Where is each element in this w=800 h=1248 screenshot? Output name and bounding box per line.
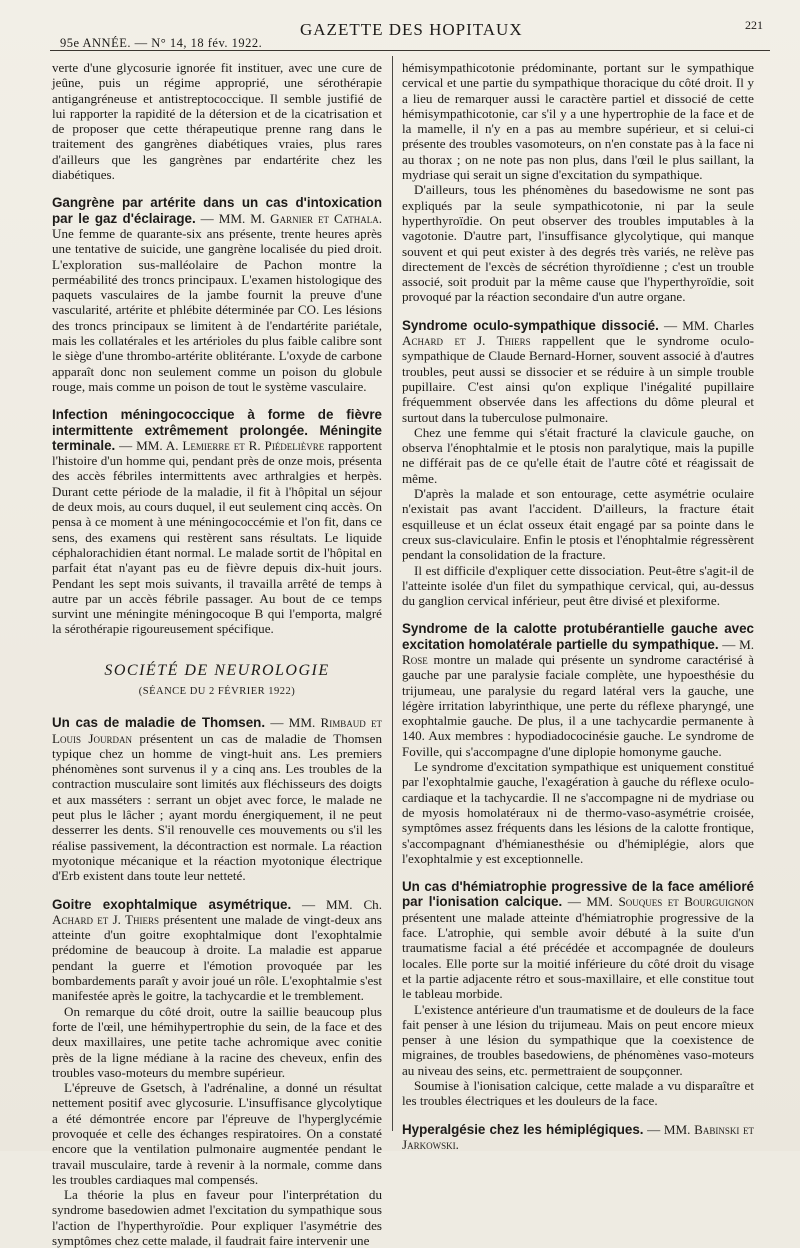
society-title: SOCIÉTÉ DE NEUROLOGIE [104,661,330,679]
article-text: présentent une malade atteinte d'hémiatrophie progressive de la face. L'atrophie, qui semble avoir débuté à la suite d'un traumatisme facial a été précédée et accompagnée de douleurs locales. Elle porte sur la moitié inférieure du côté droit du visage et la partie adjacente rétro et sous-maxillaire, et elle constitue tout le tableau morbide. [402,909,754,1002]
article-text: présentent une malade de vingt-deux ans atteinte d'un goitre exophtalmique dont l'exophtalmie prédomine de beaucoup à droite. La maladie est apparue pendant la guerre et l'émotion provoquée par les bombardements paraît y avoir joué un rôle. L'exophtalmie s'est manifestée après le goitre, la tachycardie et le tremblement. [52,911,382,1004]
article-title: Hyperalgésie chez les hémiplégiques. [402,1121,644,1137]
continued-paragraph: hémisympathicotonie prédominante, portant sur le sympathique cervical et une partie du sympathique thoracique du côté droit. Il y a lieu de remarquer aussi le caractère partiel et dissocié de cette hémisympathicotonie, car s'il y a une hypertrophie de la face et de la mamelle, il n'y en a pas au membre supérieur, et si celui-ci présente des troubles vasomoteurs, on n'en constate pas à la face ni au thorax ; on ne note pas non plus, dans l'œil le plus saillant, la mydriase qui serait un signe d'excitation du sympathique. [402,60,754,183]
header-rule [50,50,770,51]
article-text: rapportent l'histoire d'un homme qui, pendant près de onze mois, présenta des accès fébriles intermittents avec arthralgies et herpès. Durant cette période de la maladie, il fit à l'hôpital un séjour de deux mois, au cours duquel, il eut seulement cinq accès. On pensa à ce moment à une méningococcémie et l'on fit, dans ce sens, des examens qui restèrent sans résultats. Le liquide céphalorachidien étant normal. Le malade sortit de l'hôpital en parfait état n'ayant pas eu de fièvre depuis dix-huit jours. Pendant les sept mois suivants, il travailla arrêté de temps à autre par un accès fébrile passager. Au bout de ce temps survint une méningite méningocoque B qui l'emporta, malgré la sérothérapie rigoureusement spécifique. [52,437,382,637]
article-authors: Rimbaud et Louis Jourdan [52,715,382,746]
journal-title: GAZETTE DES HOPITAUX [300,20,523,39]
article-title: Infection méningococcique à forme de fièvre intermittente extrêmement prolongée. Méningite terminale. [52,407,382,453]
article-paragraph: Il est difficile d'expliquer cette dissociation. Peut-être s'agit-il de l'atteinte isolée d'un filet du sympathique cervical, qui, au-dessus du ganglion cervical inférieur, peut être divisé et plexiforme. [402,562,754,609]
column-divider [392,56,393,1131]
article-title: Gangrène par artérite dans un cas d'intoxication par le gaz d'éclairage. [52,195,382,226]
article-end: . [455,1136,459,1152]
article-authors: Lemierre et R. Piédelièvre [182,437,325,453]
article-title: Un cas d'hémiatrophie progressive de la face amélioré par l'ionisation calcique. [402,879,754,910]
article-title: Un cas de maladie de Thomsen. [52,715,266,731]
left-column [52,60,382,1248]
article-authors: Garnier et Cathala [270,210,379,226]
article-thomsen [52,715,382,883]
article-authors: Rose [402,651,428,667]
society-heading [52,663,382,700]
article-dash: — MM. [265,715,321,731]
article-dash: — MM. Ch. [291,896,383,912]
article-paragraph: On remarque du côté droit, outre la saillie beaucoup plus forte de l'œil, une hémihypertrophie du sein, de la face et des deux maxillaires, une petite tache achromique avec conitie près de la ligne médiane à la racine des cheveux, enfin des troubles vaso-moteurs du membre supérieur. [52,1003,382,1080]
article-paragraph: D'ailleurs, tous les phénomènes du basedowisme ne sont pas expliqués par la seule sympathicotonie, ni par la seule hyperthyroïdie. On peut observer des troubles imputables à la vagotonie. D'autre part, l'insuffisance glycolytique, qui manque souvent et qui peut exister à des degrés très variés, ne relève pas directement de l'excès de sécrétion thyroïdienne ; c'est un trouble associé, soit produit par la même cause que l'hyperthyroïdie, soit provoqué par la réaction secondaire d'un autre organe. [402,182,754,305]
article-text: rappellent que le syndrome oculo-sympathique de Claude Bernard-Horner, souvent associé à d'autres troubles, peut aussi se dissocier et se réduire à un simple trouble pupillaire. C'est ainsi qu'on explique l'inégalité pupillaire fréquemment observée dans les affections du dôme pleural et surtout dans la tuberculose pulmonaire. [402,333,754,425]
article-infection [52,407,382,636]
article-gangrene [52,195,382,394]
article-dash: — MM. Charles [658,317,754,333]
article-hemiatrophie [402,879,754,1108]
article-title: Syndrome de la calotte protubérantielle gauche avec excitation homolatérale partielle du sympathique. [402,621,754,652]
issue-info: 95e ANNÉE. — N° 14, 18 fév. 1922. [60,36,263,50]
article-hyperalgesie [402,1122,754,1153]
article-dash: — MM. [643,1121,695,1137]
article-calotte [402,621,754,866]
article-dash: — M. [718,636,754,652]
article-paragraph: D'après la malade et son entourage, cette asymétrie oculaire n'existait pas avant l'accident. D'ailleurs, la fracture était esquilleuse et un éclat osseux était engagé par sa pointe dans le creux sus-claviculaire. Enfin le ptosis et l'énophtalmie régressèrent pendant la consolidation de la fracture. [402,486,754,563]
article-paragraph: Soumise à l'ionisation calcique, cette malade a vu disparaître et les troubles électriques et les douleurs de la face. [402,1078,754,1109]
article-authors: Souques et Bourguignon [618,894,754,910]
article-text: . Une femme de quarante-six ans présente, trente heures après une tentative de suicide, une gangrène localisée du pied droit. L'exploration sus-malléolaire de Pachon montre la perméabilité des troncs principaux. L'examen histologique des paquets vasculaires de la jambe fournit la preuve d'une vascularité, artérite et phlébite déterminée par CO. Les lésions des troncs principaux se limitent à de l'endartérite pariétale, mais les collatérales et les artérioles du plus faible calibre sont le siège d'une thrombo-artérite oblitérante. L'oxyde de carbone apparaît donc non seulement comme un poison du globule rouge, mais comme un poison de tout le système vasculaire. [52,210,382,394]
page-number: 221 [745,18,763,32]
article-authors: Babinski et Jarkowski [402,1121,754,1152]
right-column [402,60,754,1152]
article-paragraph: L'existence antérieure d'un traumatisme et de douleurs de la face fait penser à une lésion du trijumeau. Mais on peut encore mieux penser à une lésion du sympathique que la coexistence de migraines, de troubles basedowiens, de phénomènes vaso-moteurs au niveau des seins, etc. permettraient de soupçonner. [402,1001,754,1078]
article-paragraph: La théorie la plus en faveur pour l'interprétation du syndrome basedowien admet l'excitation du sympathique sous l'action de l'hyperthyroïdie. Pour expliquer l'asymétrie des symptômes chez cette malade, il faudrait faire intervenir une [52,1187,382,1248]
article-authors: Achard et J. Thiers [402,333,531,349]
society-session: (SÉANCE DU 2 FÉVRIER 1922) [138,685,296,697]
article-goitre [52,897,382,1248]
article-title: Syndrome oculo-sympathique dissocié. [402,317,659,333]
article-oculo-sympathique [402,318,754,609]
article-text: présentent un cas de maladie de Thomsen typique chez un homme de vingt-huit ans. Les premiers phénomènes sont survenus il y a cinq ans. Les troubles de la contraction musculaire sont limités aux fléchisseurs des doigts et aux masséters : serrant un objet avec force, le malade ne peut plus le lâcher ; ayant mordu énergiquement, il ne peut desserrer les dents. S'il renouvelle ces mouvements ou s'il les réalise passivement, la décontraction est normale. La réaction myotonique mécanique et la réaction myotonique électrique d'Erb existent dans toute leur netteté. [52,730,383,884]
article-dash: — MM. A. [115,437,183,453]
article-dash: — MM. [562,894,619,910]
article-text: montre un malade qui présente un syndrome caractérisé à gauche par une paralysie faciale complète, une hypoesthésie du trijumeau, une paralysie du regard latéral vers la gauche, une légère irritation labyrinthique, une perte du réflexe pharyngé, une exophtalmie gauche. De plus, il a une tachycardie permanente à 140. Aux membres : hypodiadococinésie gauche. Le syndrome de Foville, qui s'accompagne d'une diplopie homonyme gauche. [402,651,754,759]
article-dash: — MM. M. [195,210,271,226]
article-authors: Achard et J. Thiers [52,911,160,927]
article-title: Goitre exophtalmique asymétrique. [52,896,292,912]
article-paragraph: Le syndrome d'excitation sympathique est uniquement constitué par l'exophtalmie gauche, l'exagération à gauche du réflexe oculo-cardiaque et la tachycardie. Il ne s'accompagne ni de mydriase ou de myosis homolatéraux ni de thermo-vaso-asymétrie croisée, symptômes assez fréquents dans les lésions de la calotte frontique, s'accompagnant d'hémianesthésie ou d'hémiplégie, alors que l'exophtalmie y est exceptionnelle. [402,759,754,866]
article-paragraph: L'épreuve de Gsetsch, à l'adrénaline, a donné un résultat nettement positif avec glycosurie. L'insuffisance glycolytique a été démontrée encore par l'épreuve de l'hyperglycémie provoquée et celle des échanges respiratoires. On a constaté encore que la ventilation pulmonaire augmentée pendant le travail musculaire, tarde à revenir à la normale, comme dans les troubles cardiaques mal compensés. [52,1080,382,1187]
continued-paragraph: verte d'une glycosurie ignorée fit instituer, avec une cure de jeûne, puis un régime approprié, une sérothérapie antigangréneuse et antistreptococcique. Il semble justifié de lui rapporter la rapidité de la détersion et de la cicatrisation et de proposer que cette thérapeutique prenne rang dans le traitement des gangrènes diabétiques vraies, plus rares d'ailleurs que les gangrènes par endartérite chez les diabétiques. [52,60,382,183]
page-header [0,18,800,48]
article-paragraph: Chez une femme qui s'était fracturé la clavicule gauche, on observa l'énophtalmie et le ptosis non paralytique, mais la pupille ne différait pas de ce qu'elle était de l'autre côté et réagissait de même. [402,424,754,486]
